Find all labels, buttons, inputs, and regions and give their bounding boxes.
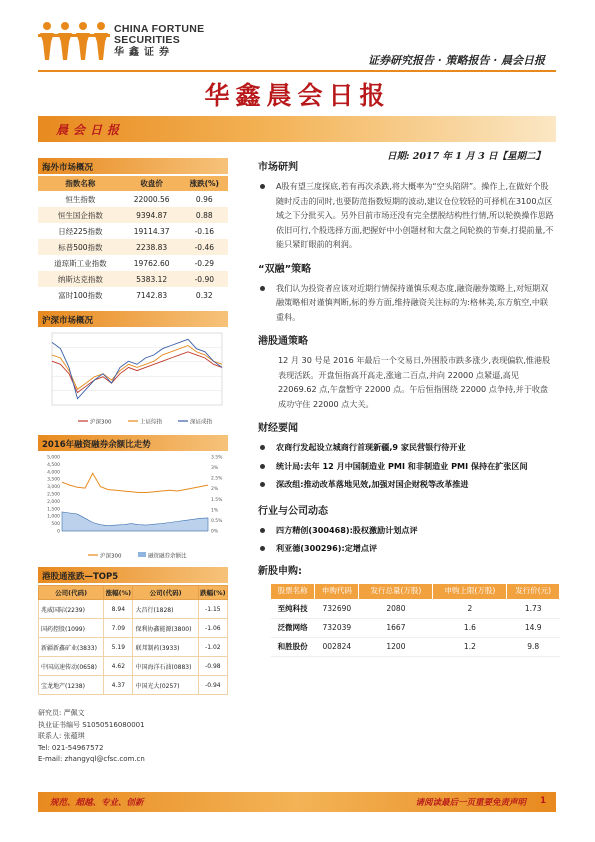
table-header: 申购代码 xyxy=(315,583,359,599)
industry-item xyxy=(258,541,556,556)
finance-item-text: 统计局:去年 12 月中国制造业 PMI 和非制造业 PMI 保持在扩张区间 xyxy=(276,460,528,471)
hk-heading: 港股通策略 xyxy=(258,336,308,347)
logo-english-line-2: SECURITIES xyxy=(114,34,181,46)
legend-label: 沪深300 xyxy=(100,553,122,560)
contact-line: 研究员: 严佩文 xyxy=(38,709,85,717)
loss-pct: -0.94 xyxy=(198,676,227,695)
index-name: 恒生国企指数 xyxy=(38,207,123,223)
gain-pct: 8.94 xyxy=(104,600,133,619)
gainer-company: 新疆新鑫矿业(3833) xyxy=(39,638,104,657)
y-tick-left: 1,500 xyxy=(47,507,60,513)
y-tick-right: 0% xyxy=(211,529,219,535)
close-price: 19114.37 xyxy=(133,226,170,236)
close-price: 7142.83 xyxy=(136,290,168,300)
footer-disclaimer[interactable]: 请阅读最后一页重要免责声明 xyxy=(415,798,526,808)
gainer-company: 国药控股(1099) xyxy=(39,619,104,638)
y-tick-left: 2,000 xyxy=(47,499,60,505)
table-header: 指数名称 xyxy=(38,176,123,191)
y-tick-left: 4,000 xyxy=(47,470,60,476)
y-tick-right: 2.5% xyxy=(211,476,223,482)
hk-paragraph: 12 月 30 号是 2016 年最后一个交易日,外围股市跌多涨少,表现偏软,惟港股表现活跃。开盘恒指高开高走,涨逾二百点,并向 22000 点紧逼,高见 22069.62 点,午盘暂守 22000 点。午后恒指围绕 22000 点争持,并于收盘成功守住 22000 点大关。 xyxy=(278,355,551,409)
gain-pct: 7.09 xyxy=(104,619,133,638)
table-row xyxy=(271,637,560,656)
subscription-code: 002824 xyxy=(315,637,359,656)
margin-section-title: 2016年融资融券余额比走势 xyxy=(38,435,228,451)
ipo-table xyxy=(270,583,560,657)
gain-pct: 5.19 xyxy=(104,638,133,657)
logo-chinese-name: 华鑫证券 xyxy=(114,47,174,58)
table-header: 发行总量(万股) xyxy=(359,583,433,599)
finance-heading: 财经要闻 xyxy=(258,423,298,434)
bullet-icon xyxy=(260,464,265,469)
rzrq-paragraph xyxy=(258,281,556,325)
bullet-icon xyxy=(260,528,265,533)
loser-company: 保利协鑫能源(3800) xyxy=(133,619,198,638)
loser-company: 中国光大(0257) xyxy=(133,676,198,695)
overseas-market-table xyxy=(38,176,228,303)
rzrq-text: 我们认为投资者应该对近期行情保持谨慎乐观态度,融资融券策略上,对短期双融策略相对谨慎判断,标的券方面,维持融资关注标的为:格林美,东方航空,中联重科。 xyxy=(276,282,549,322)
legend-label: 上证综指 xyxy=(140,419,163,426)
table-header: 公司(代码) xyxy=(133,586,198,600)
gain-pct: 4.62 xyxy=(104,657,133,676)
gainer-company: 中国高速传动(0658) xyxy=(39,657,104,676)
change-pct: 0.96 xyxy=(195,194,213,204)
gainer-company: 兆威国际(2239) xyxy=(39,600,104,619)
table-row xyxy=(271,599,560,618)
subscription-limit: 1.2 xyxy=(433,637,507,656)
table-row xyxy=(39,638,228,657)
change-pct: -0.29 xyxy=(194,258,214,268)
industry-item xyxy=(258,523,556,538)
close-price: 19762.60 xyxy=(133,258,170,268)
y-tick-right: 2% xyxy=(211,487,219,493)
y-tick-left: 3,000 xyxy=(47,485,60,491)
change-pct: -0.46 xyxy=(181,239,228,255)
title-band xyxy=(38,116,556,142)
finance-item-text: 农商行发起设立城商行首现新疆,9 家民营银行待开业 xyxy=(276,442,466,452)
issue-price: 9.8 xyxy=(507,637,560,656)
contact-line: Tel: 021-54967572 xyxy=(38,743,104,752)
loser-company: 联邦制药(3933) xyxy=(133,638,198,657)
issue-volume: 1667 xyxy=(359,618,433,637)
finance-item xyxy=(258,459,556,474)
index-name: 纳斯达克指数 xyxy=(38,271,123,287)
bullet-icon xyxy=(260,445,265,450)
contact-email[interactable]: E-mail: zhangyql@cfsc.com.cn xyxy=(38,755,145,763)
y-tick-left: 5,000 xyxy=(47,455,60,461)
market-heading: 市场研判 xyxy=(258,162,298,173)
table-row xyxy=(38,239,228,255)
margin-chart-svg xyxy=(38,451,228,561)
stock-name: 泛微网络 xyxy=(271,618,315,637)
table-row xyxy=(38,287,228,303)
report-category: 证券研究报告 · 策略报告 · 晨会日报 xyxy=(368,54,545,67)
table-row xyxy=(38,191,228,207)
overseas-section-title: 海外市场概况 xyxy=(38,158,228,174)
issue-price: 14.9 xyxy=(507,618,560,637)
loss-pct: -1.15 xyxy=(198,600,227,619)
close-price: 22000.56 xyxy=(133,194,170,204)
loss-pct: -0.98 xyxy=(198,657,227,676)
index-name: 恒生指数 xyxy=(65,194,96,204)
stock-name: 和胜股份 xyxy=(271,637,315,656)
hs-market-chart xyxy=(38,327,228,429)
gain-pct: 4.37 xyxy=(104,676,133,695)
close-price: 2238.83 xyxy=(123,239,181,255)
page-title: 华鑫晨会日报 xyxy=(204,81,391,110)
table-header: 发行价(元) xyxy=(507,583,560,599)
footer-slogan: 规范、超越、专业、创新 xyxy=(50,798,144,808)
hkconnect-top5-table xyxy=(38,585,228,695)
close-price: 5383.12 xyxy=(123,271,181,287)
table-header: 跌幅(%) xyxy=(198,586,227,600)
subscription-limit: 2 xyxy=(433,599,507,618)
table-row xyxy=(39,676,228,695)
subscription-code: 732039 xyxy=(315,618,359,637)
y-tick-right: 1% xyxy=(211,508,219,514)
table-row xyxy=(38,223,228,239)
y-tick-left: 1,000 xyxy=(47,514,60,520)
y-tick-right: 3% xyxy=(211,466,219,472)
series-line-1 xyxy=(52,346,222,390)
loss-pct: -1.06 xyxy=(198,619,227,638)
table-row xyxy=(38,271,228,287)
table-row xyxy=(38,207,228,223)
table-header: 公司(代码) xyxy=(39,586,104,600)
y-tick-left: 4,500 xyxy=(47,462,60,468)
y-tick-right: 0.5% xyxy=(211,518,223,524)
industry-item-text: 四方精创(300468):股权激励计划点评 xyxy=(276,524,418,535)
y-tick-left: 500 xyxy=(51,522,60,528)
bullet-icon xyxy=(260,184,265,189)
hs-market-section-title: 沪深市场概况 xyxy=(38,311,228,327)
industry-item-text: 利亚德(300296):定增点评 xyxy=(276,543,378,553)
change-pct: -0.16 xyxy=(194,226,214,236)
close-price: 9394.87 xyxy=(123,207,181,223)
issue-volume: 2080 xyxy=(359,599,433,618)
y-tick-left: 0 xyxy=(57,529,60,535)
logo-figures-icon xyxy=(38,20,110,62)
index-name: 道琼斯工业指数 xyxy=(54,258,107,268)
y-tick-right: 1.5% xyxy=(211,497,223,503)
report-date: 日期: 2017 年 1 月 3 日【星期二】 xyxy=(386,151,545,162)
market-text: A股有望三度探底,若有再次杀跌,将大概率为“空头陷阱”。操作上,在做好个股随时反击的同时,也要防范指数短期的波动,建议仓位较轻的可择机在3100点区域之下分批买入。另外目前市场还没有完全摆脱结构性行情,所以轮换操作思路依旧可行,个股选择方面,把握好中小创题材和大盘之间轮换的节奏,打提前量,不能只紧盯眼前的利润。 xyxy=(276,181,554,249)
header-divider xyxy=(38,70,556,72)
subscription-limit: 1.6 xyxy=(433,618,507,637)
left-column xyxy=(38,158,228,695)
table-row xyxy=(39,657,228,676)
loser-company: 大昌行(1828) xyxy=(133,600,198,619)
loss-pct: -1.02 xyxy=(198,638,227,657)
band-label: 晨会日报 xyxy=(56,123,125,137)
table-header: 股票名称 xyxy=(271,583,315,599)
page-number: 1 xyxy=(540,796,546,806)
change-pct: -0.90 xyxy=(181,271,228,287)
plot-frame xyxy=(52,333,222,405)
table-header: 申购上限(万股) xyxy=(433,583,507,599)
table-row xyxy=(39,619,228,638)
table-row xyxy=(39,600,228,619)
bullet-icon xyxy=(260,286,265,291)
bullet-icon xyxy=(260,482,265,487)
index-name: 日经225指数 xyxy=(58,226,103,236)
page-footer xyxy=(38,792,556,812)
finance-item xyxy=(258,477,556,492)
right-column xyxy=(258,158,556,657)
table-row xyxy=(271,618,560,637)
series-line-hs300 xyxy=(62,473,208,492)
legend-label: 深证成指 xyxy=(190,419,213,426)
analyst-contact xyxy=(38,708,145,766)
company-logo xyxy=(38,20,238,62)
legend-label: 融资融券余额比 xyxy=(148,553,187,560)
finance-item-text: 深改组:推动改革落地见效,加强对国企财税等改革推进 xyxy=(276,479,469,489)
index-name: 富时100指数 xyxy=(58,290,103,300)
table-row xyxy=(38,255,228,271)
series-line-0 xyxy=(52,352,222,393)
issue-volume: 1200 xyxy=(359,637,433,656)
loser-company: 中国海洋石油(0883) xyxy=(133,657,198,676)
legend-label: 沪深300 xyxy=(90,419,112,426)
industry-heading: 行业与公司动态 xyxy=(258,505,328,517)
finance-item xyxy=(258,440,556,455)
table-header: 涨幅(%) xyxy=(104,586,133,600)
rzrq-heading: “双融”策略 xyxy=(258,263,312,275)
market-paragraph xyxy=(258,179,556,252)
contact-line: 执业证书编号 S1050516080001 xyxy=(38,720,145,729)
issue-price: 1.73 xyxy=(507,599,560,618)
change-pct: 0.88 xyxy=(181,207,228,223)
gainer-company: 宝龙地产(1238) xyxy=(39,676,104,695)
hs-market-chart-svg xyxy=(38,327,228,429)
margin-chart xyxy=(38,451,228,561)
logo-english-line-1: CHINA FORTUNE xyxy=(114,23,205,35)
change-pct: 0.32 xyxy=(195,290,213,300)
stock-name: 至纯科技 xyxy=(271,599,315,618)
subscription-code: 732690 xyxy=(315,599,359,618)
table-header: 收盘价 xyxy=(123,176,181,191)
series-area-margin-ratio xyxy=(62,512,208,531)
y-tick-left: 3,500 xyxy=(47,477,60,483)
legend-swatch xyxy=(138,552,146,557)
index-name: 标普500指数 xyxy=(38,239,123,255)
hkconnect-section-title: 港股通涨跌—TOP5 xyxy=(38,567,228,583)
bullet-icon xyxy=(260,546,265,551)
table-header: 涨跌(%) xyxy=(181,176,228,191)
y-tick-right: 3.5% xyxy=(211,455,223,461)
contact-line: 联系人: 张蕴琪 xyxy=(38,732,85,740)
y-tick-left: 2,500 xyxy=(47,492,60,498)
ipo-heading: 新股申购: xyxy=(258,565,302,577)
